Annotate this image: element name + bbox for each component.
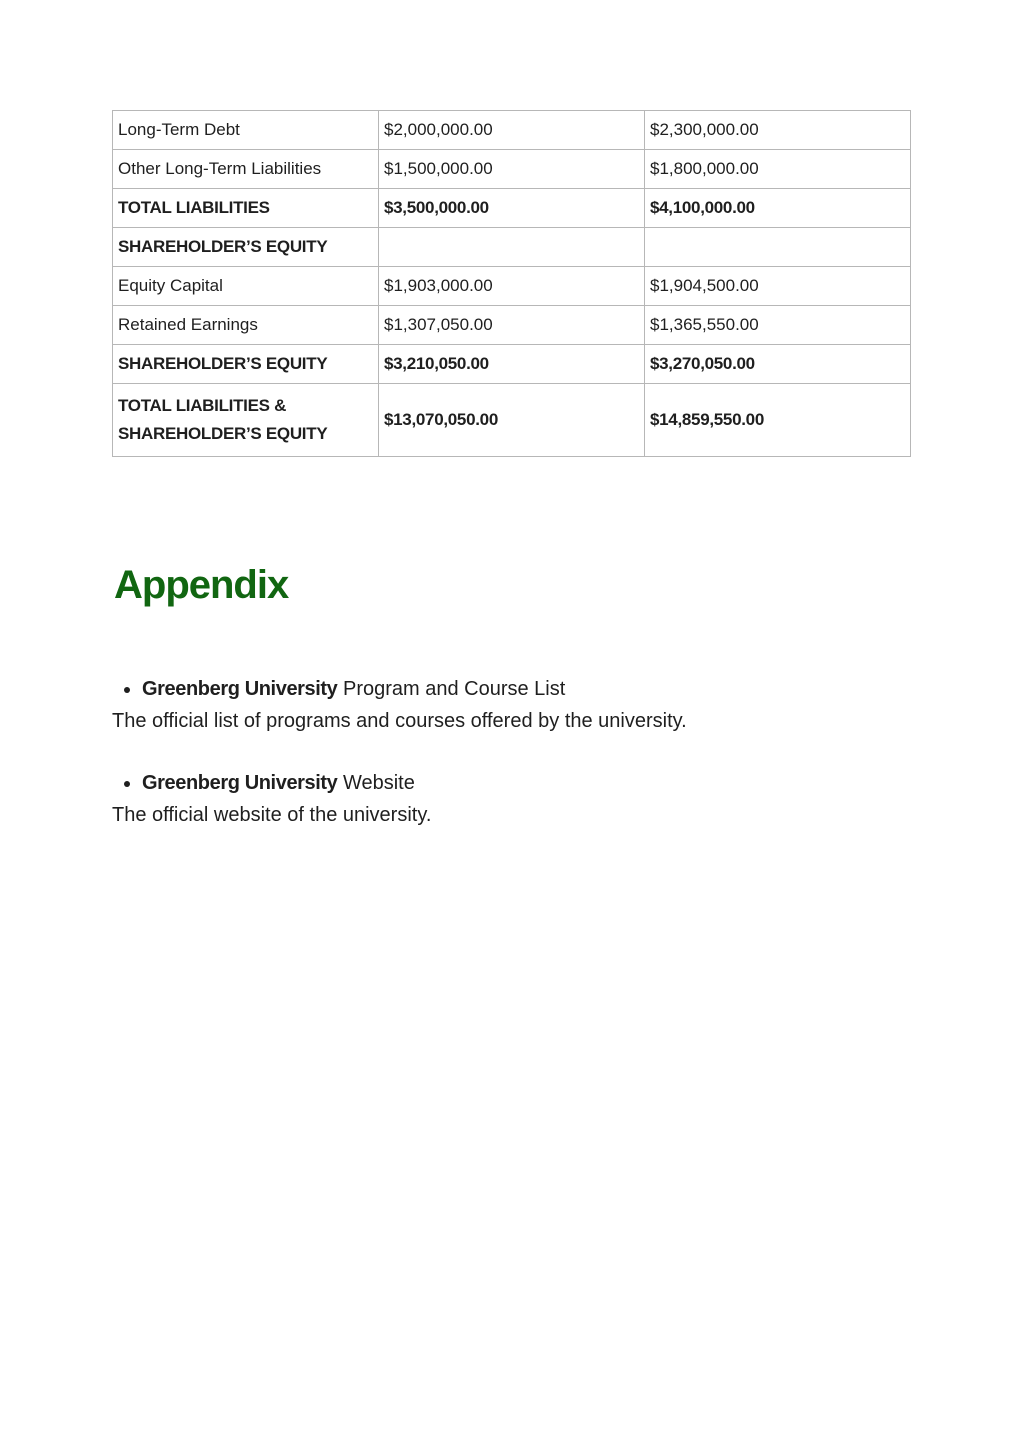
table-row-total (113, 345, 911, 384)
row-label: Other Long-Term Liabilities (113, 150, 379, 189)
value-cell: $1,800,000.00 (645, 150, 911, 189)
table-row (113, 150, 911, 189)
value-cell: $1,365,550.00 (645, 306, 911, 345)
row-label: Retained Earnings (113, 306, 379, 345)
value-cell: $2,300,000.00 (645, 111, 911, 150)
value-cell: $14,859,550.00 (645, 384, 911, 457)
value-cell: $1,307,050.00 (379, 306, 645, 345)
document-page (112, 110, 910, 826)
row-label-line: SHAREHOLDER’S EQUITY (118, 424, 328, 443)
bullet-list (112, 673, 910, 705)
appendix-item (112, 767, 910, 831)
value-cell: $2,000,000.00 (379, 111, 645, 150)
table-row (113, 111, 911, 150)
item-description: The official list of programs and courses offered by the university. (112, 710, 687, 732)
row-label: Equity Capital (113, 267, 379, 306)
value-cell (645, 228, 911, 267)
appendix-item (112, 673, 910, 737)
section-heading-appendix: Appendix (114, 563, 289, 607)
list-item (142, 767, 910, 799)
value-cell: $1,904,500.00 (645, 267, 911, 306)
table-row-grand-total (113, 384, 911, 457)
row-label: SHAREHOLDER’S EQUITY (113, 345, 379, 384)
value-cell (379, 228, 645, 267)
value-cell: $4,100,000.00 (645, 189, 911, 228)
table-row-section-header (113, 228, 911, 267)
table-row (113, 306, 911, 345)
item-title-bold: Greenberg University (142, 772, 338, 794)
list-item (142, 673, 910, 705)
table-row-total (113, 189, 911, 228)
item-description: The official website of the university. (112, 804, 432, 826)
item-title-rest: Program and Course List (337, 678, 566, 700)
value-cell: $1,903,000.00 (379, 267, 645, 306)
row-label: SHAREHOLDER’S EQUITY (113, 228, 379, 267)
value-cell: $1,500,000.00 (379, 150, 645, 189)
row-label: TOTAL LIABILITIES (113, 189, 379, 228)
table-row (113, 267, 911, 306)
value-cell: $3,500,000.00 (379, 189, 645, 228)
value-cell: $3,210,050.00 (379, 345, 645, 384)
row-label (113, 384, 379, 457)
value-cell: $13,070,050.00 (379, 384, 645, 457)
item-title-bold: Greenberg University (142, 678, 338, 700)
row-label-line: TOTAL LIABILITIES & (118, 396, 287, 415)
row-label: Long-Term Debt (113, 111, 379, 150)
value-cell: $3,270,050.00 (645, 345, 911, 384)
bullet-list (112, 767, 910, 799)
item-title-rest: Website (337, 772, 415, 794)
balance-sheet-table (112, 110, 911, 457)
